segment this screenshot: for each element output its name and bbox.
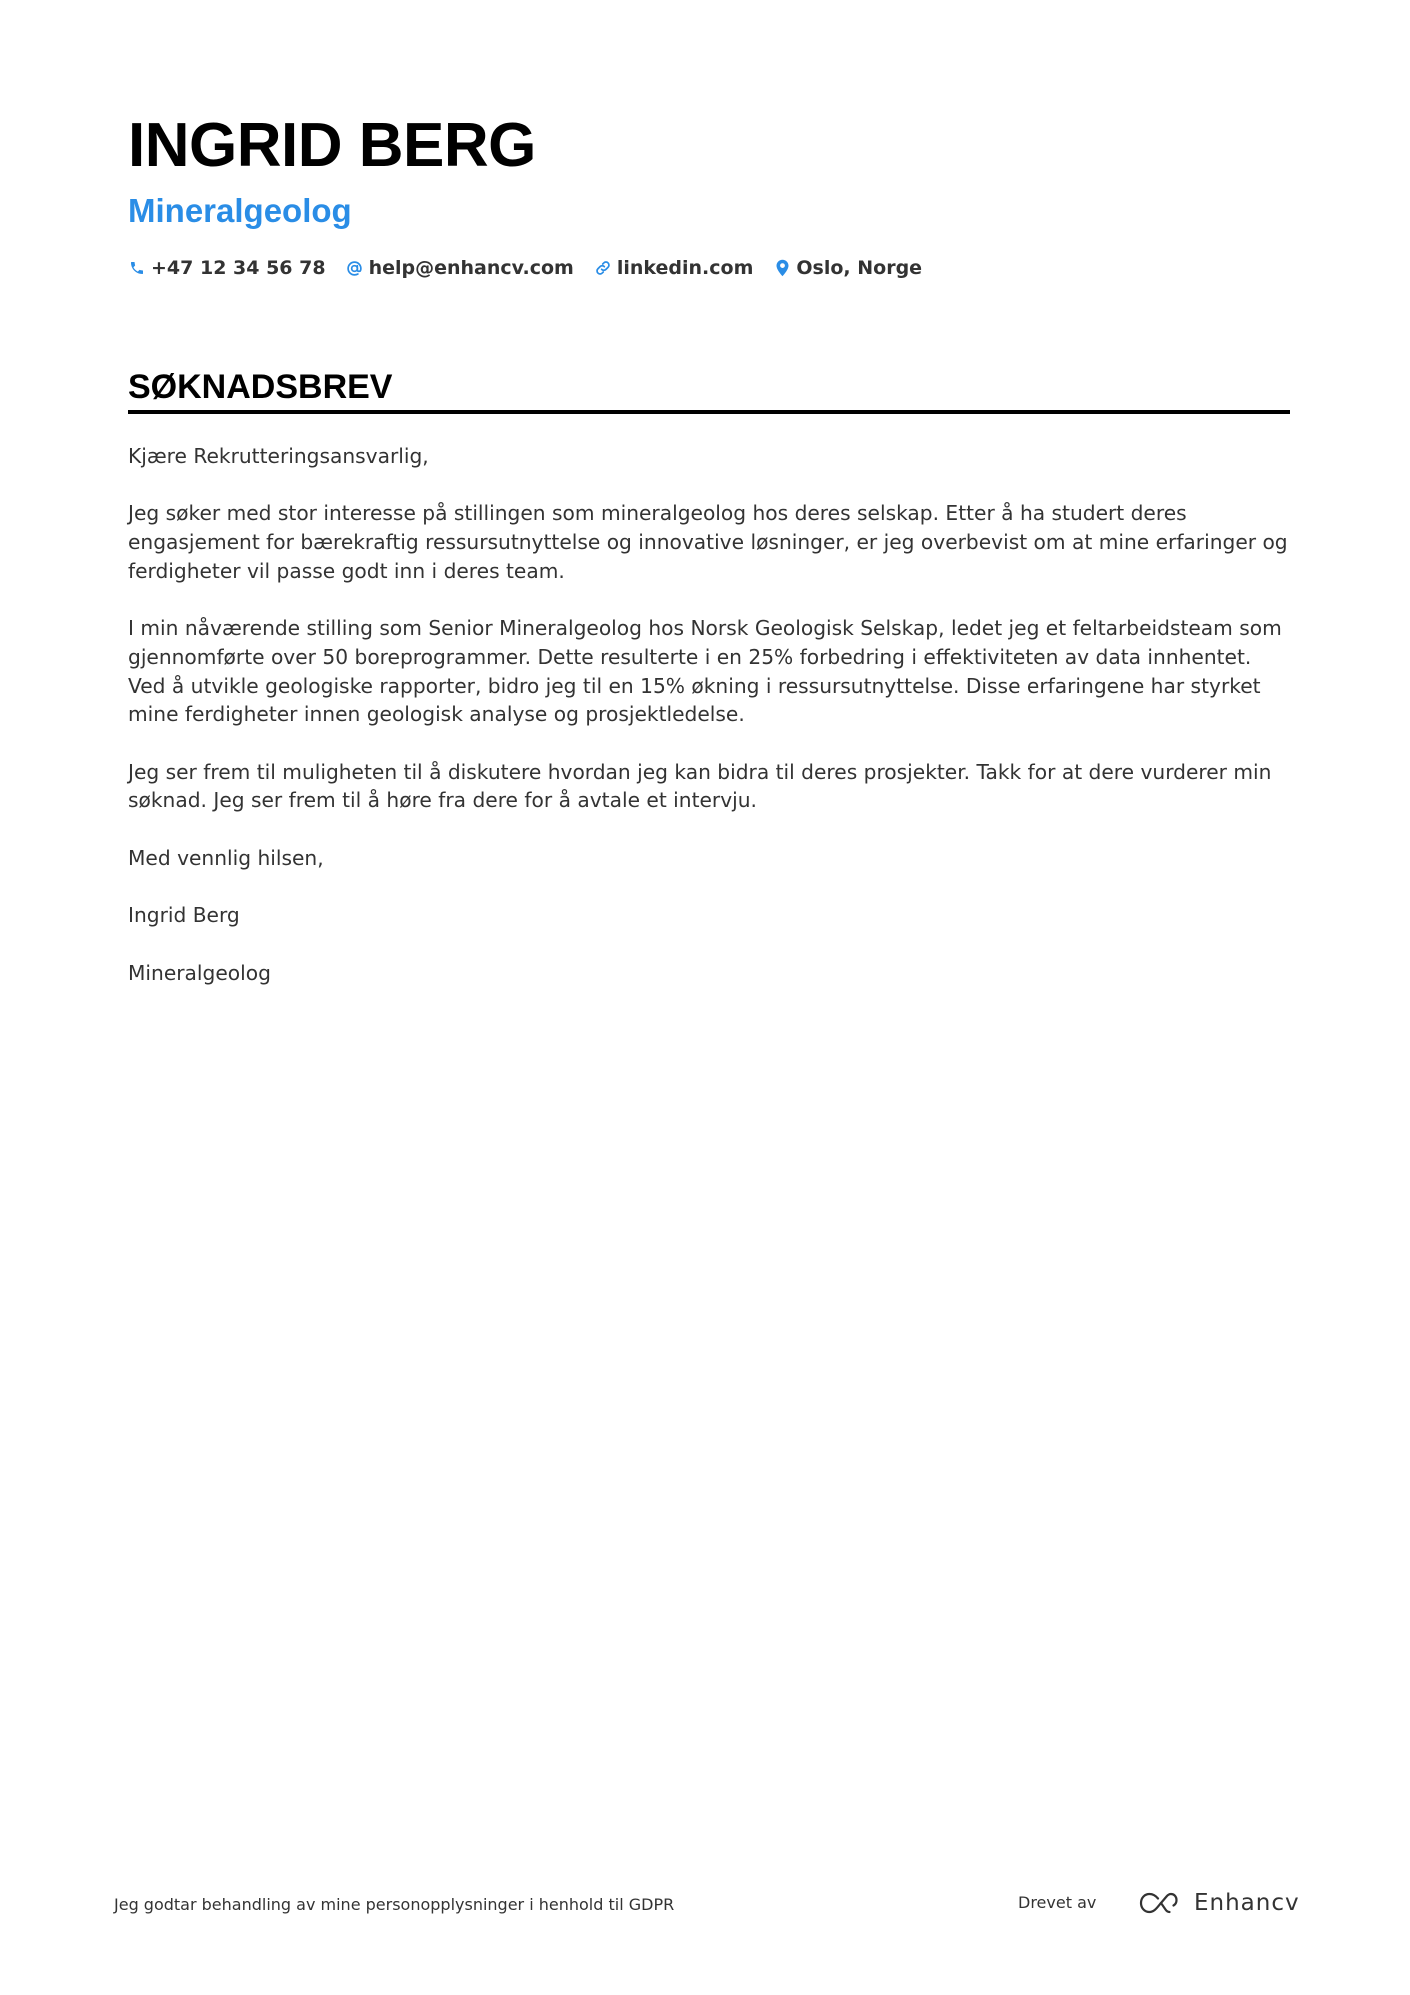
letter-signature-name: Ingrid Berg [128, 903, 240, 928]
contact-bar [128, 254, 942, 282]
at-icon [346, 258, 364, 278]
candidate-name: INGRID BERG [128, 111, 536, 180]
letter-closing: Med vennlig hilsen, [128, 845, 324, 870]
location-pin-icon [773, 258, 791, 278]
phone-icon [128, 258, 146, 278]
section-divider [128, 410, 1290, 414]
contact-phone[interactable] [128, 257, 326, 279]
contact-location-text: Oslo, Norge [796, 257, 923, 279]
letter-paragraph-2: I min nåværende stilling som Senior Mineralgeolog hos Norsk Geologisk Selskap, ledet jeg et feltarbeidsteam som gjennomførte over 50 boreprogrammer. Dette resulterte i en 25% forbedring i effektiviteten av data innhentet. Ved å utvikle geologiske rapporter, bidro jeg til en 15% økning i ressursutnyttelse. Disse erfaringene har styrket mine ferdigheter innen geologisk analyse og prosjektledelse. [128, 616, 1282, 727]
contact-linkedin-text: linkedin.com [616, 257, 754, 279]
contact-email[interactable] [346, 257, 574, 279]
enhancv-logo-icon [1138, 1891, 1184, 1915]
enhancv-logo[interactable] [1138, 1888, 1300, 1918]
letter-signature-title: Mineralgeolog [128, 960, 271, 985]
letter-body [128, 442, 1293, 1016]
candidate-job-title: Mineralgeolog [128, 192, 352, 229]
section-title: SØKNADSBREV [128, 368, 393, 406]
contact-email-text: help@enhancv.com [368, 257, 574, 279]
enhancv-logo-text: Enhancv [1194, 1890, 1300, 1916]
contact-location [773, 257, 922, 279]
link-icon [594, 258, 612, 278]
letter-paragraph-1: Jeg søker med stor interesse på stillingen som mineralgeolog hos deres selskap. Etter å ha studert deres engasjement for bærekraftig ressursutnyttelse og innovative løsninger, er jeg overbevist om at mine erfaringer og ferdigheter vil passe godt inn i deres team. [128, 501, 1288, 583]
letter-paragraph-3: Jeg ser frem til muligheten til å diskutere hvordan jeg kan bidra til deres prosjekter. Takk for at dere vurderer min søknad. Jeg ser frem til å høre fra dere for å avtale et intervju. [128, 759, 1272, 813]
contact-linkedin[interactable] [594, 257, 754, 279]
contact-phone-text: +47 12 34 56 78 [151, 257, 326, 279]
powered-by-label: Drevet av [1018, 1893, 1097, 1912]
letter-greeting: Kjære Rekrutteringsansvarlig, [128, 444, 429, 468]
gdpr-consent-text: Jeg godtar behandling av mine personopplysninger i henhold til GDPR [114, 1895, 675, 1914]
